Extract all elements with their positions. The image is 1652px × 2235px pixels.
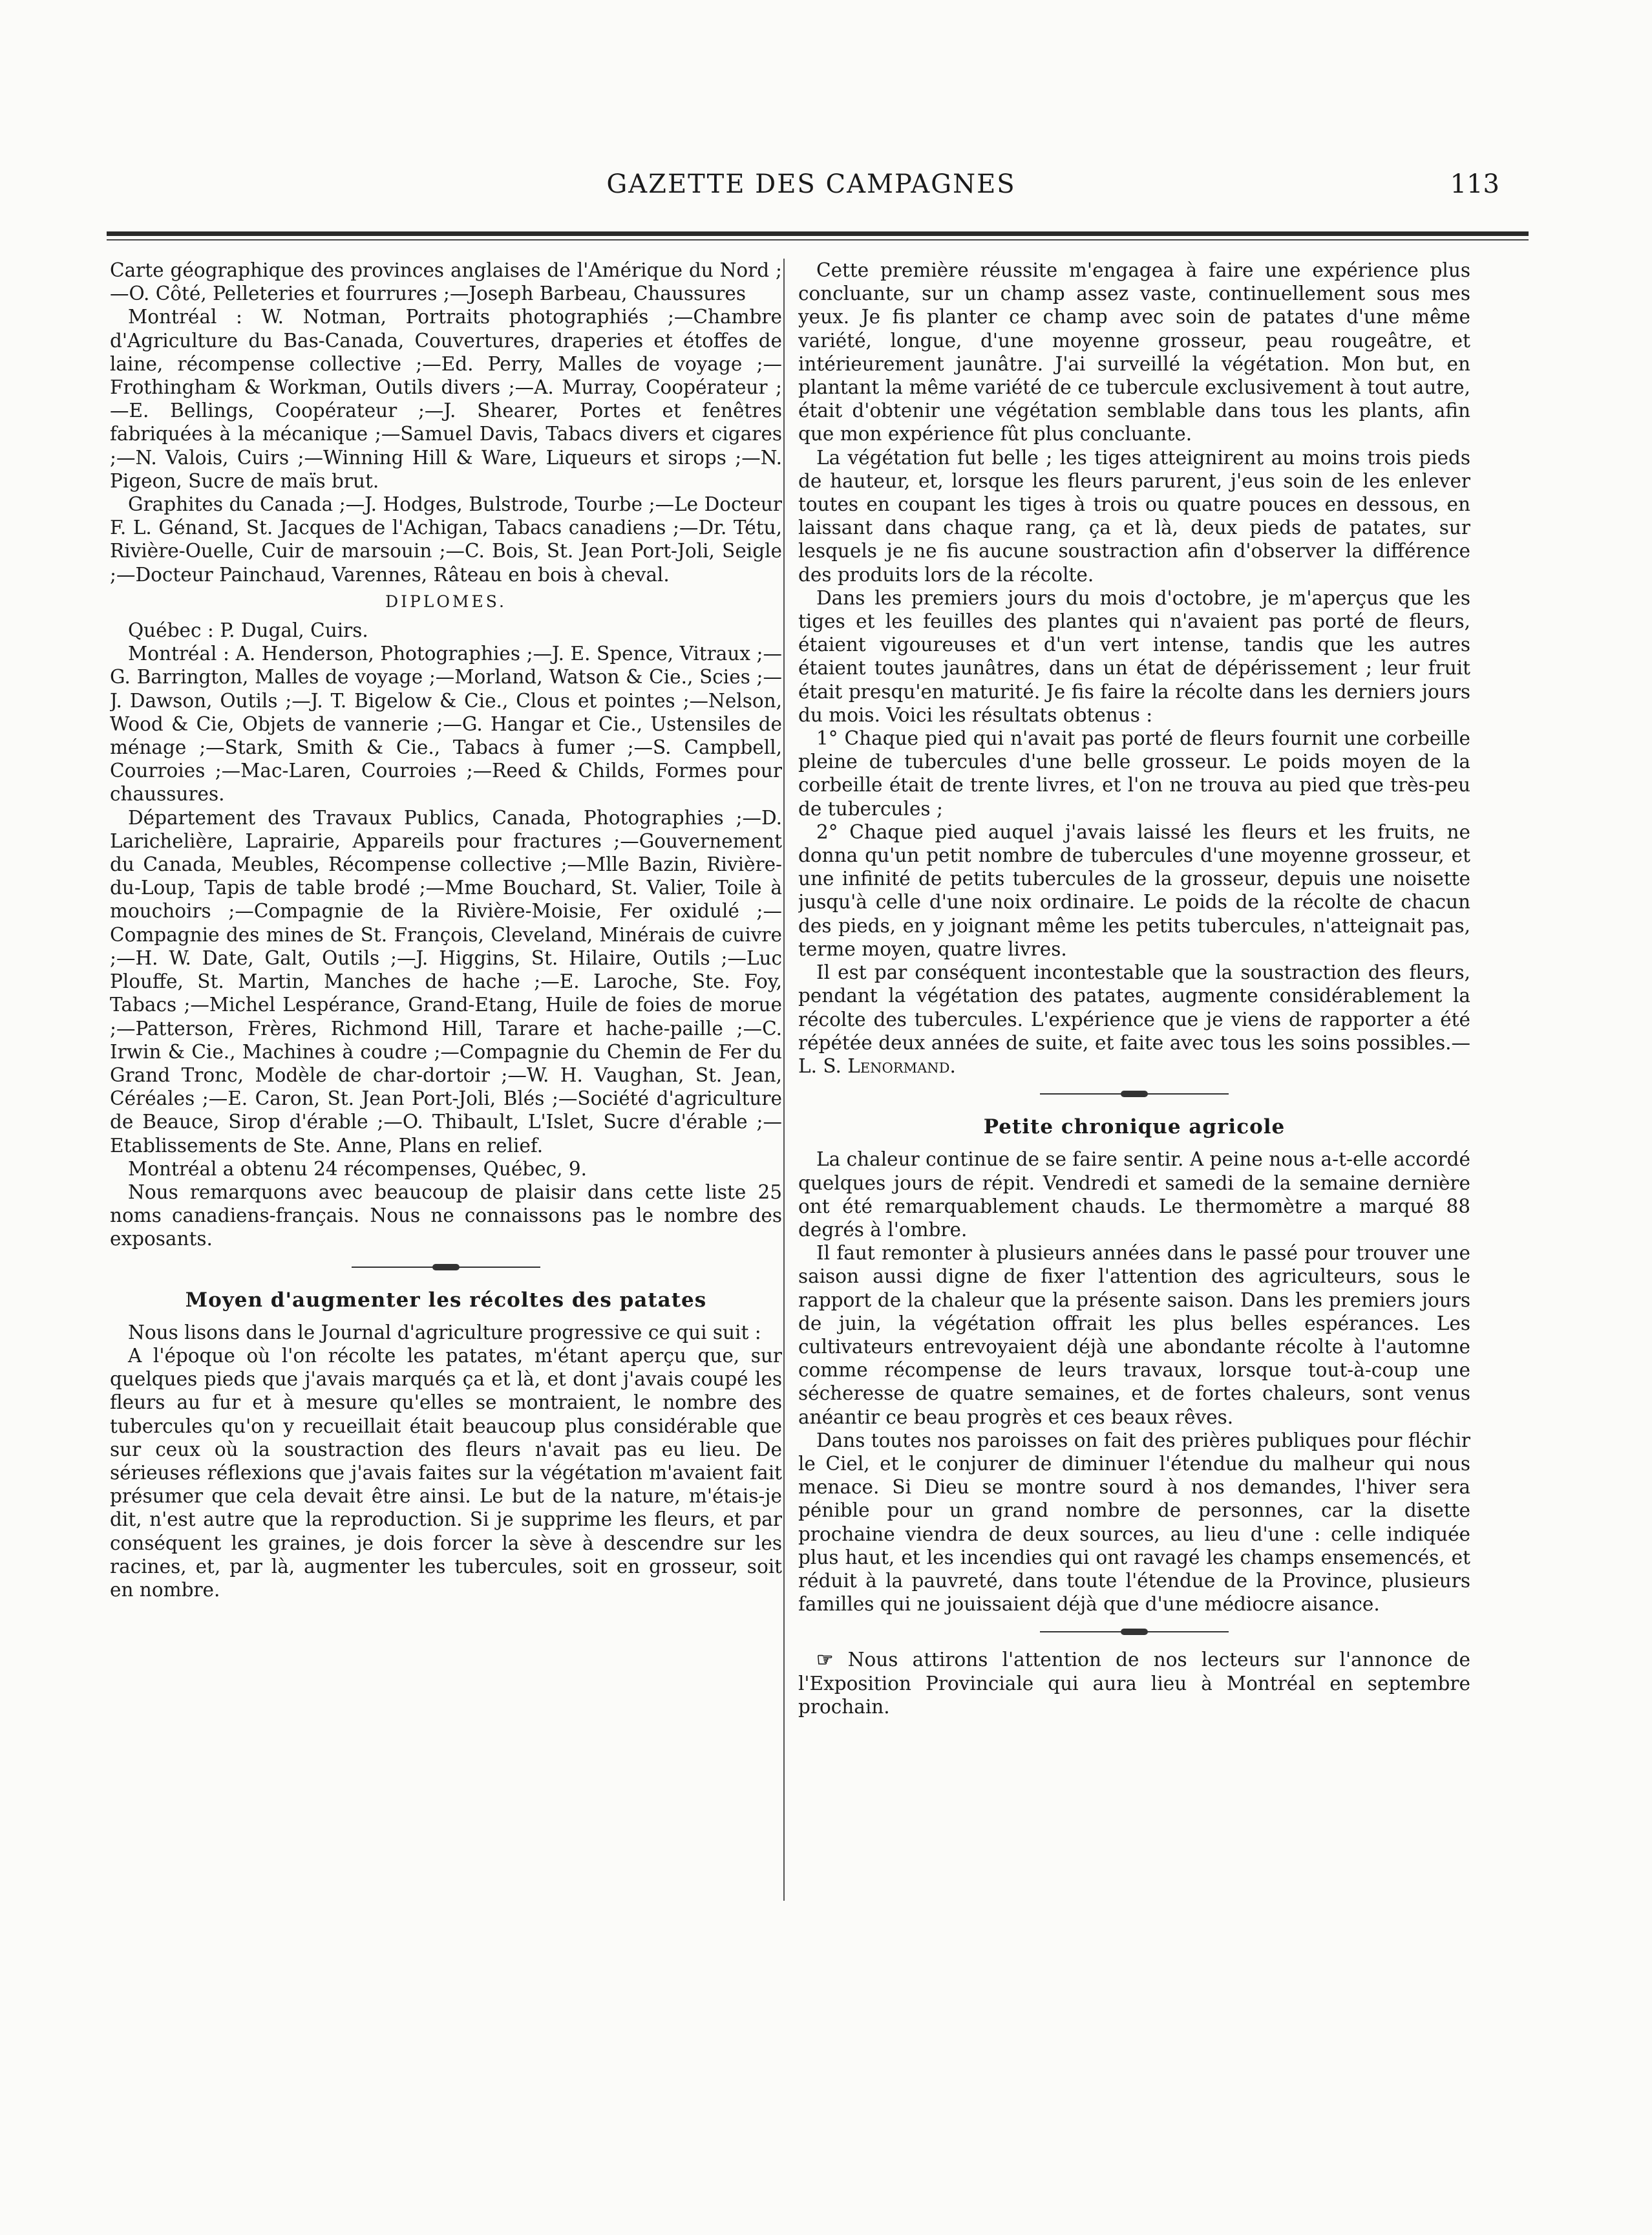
running-title: GAZETTE DES CAMPAGNES — [606, 169, 1016, 199]
article-paragraph: 1° Chaque pied qui n'avait pas porté de fleurs fournit une corbeille pleine de tubercules d'une belle grosseur. Le poids moyen de la corbeille était de trente livres, et l'on ne trouva au pied que très-peu de tubercules ; — [798, 727, 1470, 820]
header-rule-thin — [107, 239, 1529, 241]
article-paragraph: Dans les premiers jours du mois d'octobre, je m'aperçus que les tiges et les feuilles des plantes qui n'avaient pas porté de fleurs, étaient vigoureuses et d'un vert intense, tandis que les autres étaient toutes jaunâtres, dans un état de dépérissement ; leur fruit était presqu'en maturité. Je fis faire la récolte dans les derniers jours du mois. Voici les résultats obtenus : — [798, 586, 1470, 726]
conclusion-text: Il est par conséquent incontestable que la soustraction des fleurs, pendant la végétation des patates, augmente considérablement la récolte des tubercules. L'expérience que je viens de rapporter a été répétée deux années de suite, et faite avec tous les soins possibles.— — [798, 961, 1470, 1054]
section-ornament — [798, 1622, 1470, 1641]
article-paragraph: A l'époque où l'on récolte les patates, m'étant aperçu que, sur quelques pieds que j'avais marqués ça et là, et dont j'avais coupé les fleurs au fur et à mesure qu'elles se montraient, le nombre des tubercules qu'on y recueillait était beaucoup plus considérable que sur ceux où la soustraction des fleurs n'avait pas eu lieu. De sérieuses réflexions que j'avais faites sur la végétation m'avaient fait présumer que cela devait être ainsi. Le but de la nature, m'étais-je dit, n'est autre que la reproduction. Si je supprime les fleurs, et par conséquent les graines, je dois forcer la sève à descendre sur les racines, et, par là, augmenter les tubercules, soit en grosseur, soit en nombre. — [110, 1344, 782, 1601]
article-paragraph: 2° Chaque pied auquel j'avais laissé les fleurs et les fruits, ne donna qu'un petit nombre de tubercules d'une moyenne grosseur, et une infinité de petits tubercules de la grosseur, depuis une noisette jusqu'à celle d'une noix ordinaire. Le poids de la récolte de chacun des pieds, en y joignant même les petits tubercules, n'atteignait pas, terme moyen, quatre livres. — [798, 820, 1470, 960]
exhibitors-paragraph: Montréal : W. Notman, Portraits photographiés ;—Chambre d'Agriculture du Bas-Canada, Couvertures, draperies et étoffes de laine, récompense collective ;—Ed. Perry, Malles de voyage ;—Frothingham & Workman, Outils divers ;—A. Murray, Coopérateur ;—E. Bellings, Coopérateur ;—J. Shearer, Portes et fenêtres fabriquées à la mécanique ;—Samuel Davis, Tabacs divers et cigares ;—N. Valois, Cuirs ;—Winning Hill & Ware, Liqueurs et sirops ;—N. Pigeon, Sucre de maïs brut. — [110, 306, 782, 492]
section-ornament — [798, 1084, 1470, 1104]
diplomes-paragraph: Département des Travaux Publics, Canada, Photographies ;—D. Larichelière, Laprairie, Appareils pour fractures ;—Gouvernement du Canada, Meubles, Récompense collective ;—Mlle Bazin, Rivière-du-Loup, Tapis de table brodé ;—Mme Bouchard, St. Valier, Toile à mouchoirs ;—Compagnie de la Rivière-Moisie, Fer oxidulé ;—Compagnie des mines de St. François, Cleveland, Minérais de cuivre ;—H. W. Date, Galt, Outils ;—J. Higgins, St. Hilaire, Outils ;—Luc Plouffe, St. Martin, Manches de hache ;—E. Laroche, Ste. Foy, Tabacs ;—Michel Lespérance, Grand-Etang, Huile de foies de morue ;—Patterson, Frères, Richmond Hill, Tarare et hache-paille ;—C. Irwin & Cie., Machines à coudre ;—Compagnie du Chemin de Fer du Grand Tronc, Modèle de char-dortoir ;—W. H. Vaughan, St. Jean, Céréales ;—E. Caron, St. Jean Port-Joli, Blés ;—Société d'agriculture de Beauce, Sirop d'érable ;—O. Thibault, L'Islet, Sucre d'érable ;—Etablissements de Ste. Anne, Plans en relief. — [110, 806, 782, 1157]
section-ornament — [110, 1257, 782, 1277]
right-column — [798, 259, 1470, 1718]
summary-paragraph: Montréal a obtenu 24 récompenses, Québec, 9. — [128, 1157, 588, 1180]
diplomes-heading: DIPLOMES. — [385, 592, 507, 611]
article-title: Moyen d'augmenter les récoltes des patates — [185, 1288, 707, 1312]
diplomes-paragraph: Montréal : A. Henderson, Photographies ;—J. E. Spence, Vitraux ;—G. Barrington, Malles de voyage ;—Morland, Watson & Cie., Scies ;—J. Dawson, Outils ;—J. T. Bigelow & Cie., Clous et pointes ;—Nelson, Wood & Cie, Objets de vannerie ;—G. Hangar et Cie., Ustensiles de ménage ;—Stark, Smith & Cie., Tabacs à fumer ;—S. Campbell, Courroies ;—Mac-Laren, Courroies ;—Reed & Childs, Formes pour chaussures. — [110, 643, 782, 806]
notice-text: Nous attirons l'attention de nos lecteurs sur l'annonce de l'Exposition Provinciale qui aura lieu à Montréal en septembre prochain. — [798, 1649, 1470, 1718]
article-paragraph: Cette première réussite m'engagea à faire une expérience plus concluante, sur un champ assez vaste, continuellement sous mes yeux. Je fis planter ce champ avec soin de patates d'une même variété, longue, d'une moyenne grosseur, peau rougeâtre, et intérieurement jaunâtre. J'ai surveillé la végétation. Mon but, en plantant la même variété de ce tubercule exclusivement à tout autre, était d'obtenir une végétation semblable dans tous les plants, afin que mon expérience fût plus concluante. — [798, 259, 1470, 445]
diplomes-paragraph: Québec : P. Dugal, Cuirs. — [128, 619, 368, 642]
author-signature: L. S. Lenormand. — [798, 1054, 956, 1077]
chronique-paragraph: Il faut remonter à plusieurs années dans le passé pour trouver une saison aussi digne de fixer l'attention des agriculteurs, sous le rapport de la chaleur que la présente saison. Dans les premiers jours de juin, la végétation offrait les plus belles espérances. Les cultivateurs entrevoyaient déjà une abondante récolte à l'automne comme récompense de leurs travaux, lorsque tout-à-coup une sécheresse de quatre semaines, et de fortes chaleurs, sont venus anéantir ce beau progrès et ces beaux rêves. — [798, 1242, 1470, 1428]
chronique-paragraph: La chaleur continue de se faire sentir. A peine nous a-t-elle accordé quelques jours de répit. Vendredi et samedi de la semaine dernière ont été remarquablement chauds. Le thermomètre a marqué 88 degrés à l'ombre. — [798, 1148, 1470, 1241]
article-paragraph: La végétation fut belle ; les tiges atteignirent au moins trois pieds de hauteur, et, lorsque les fleurs parurent, j'eus soin de les enlever toutes en coupant les tiges à trois ou quatre pouces en dessous, en laissant dans chaque rang, ça et là, deux pieds de patates, sur lesquels je ne fis aucune soustraction afin d'observer la différence des produits lors de la récolte. — [798, 446, 1470, 586]
chronique-paragraph: Dans toutes nos paroisses on fait des prières publiques pour fléchir le Ciel, et le conjurer de diminuer l'étendue du malheur qui nous menace. Si Dieu se montre sourd à nos demandes, l'hiver sera pénible pour un grand nombre de personnes, car la disette prochaine viendra de deux sources, au lieu d'une : celle indiquée plus haut, et les incendies qui ont ravagé les champs ensemencés, et réduit à la pauvreté, dans toute l'étendue de la Province, plusieurs familles qui ne jouissaient déjà que d'une médiocre aisance. — [798, 1429, 1470, 1616]
chronique-title: Petite chronique agricole — [983, 1115, 1286, 1139]
page-header — [110, 169, 1512, 215]
article-paragraph: Nous lisons dans le Journal d'agriculture progressive ce qui suit : — [128, 1321, 761, 1343]
header-rule-thick — [107, 231, 1529, 236]
exhibitors-paragraph: Graphites du Canada ;—J. Hodges, Bulstrode, Tourbe ;—Le Docteur F. L. Génand, St. Jacques de l'Achigan, Tabacs canadiens ;—Dr. Tétu, Rivière-Ouelle, Cuir de marsouin ;—C. Bois, St. Jean Port-Joli, Seigle ;—Docteur Painchaud, Varennes, Râteau en bois à cheval. — [110, 493, 782, 586]
article-paragraph — [798, 961, 1470, 1078]
pointing-hand-icon: ☞ — [816, 1648, 834, 1671]
notice-paragraph — [798, 1648, 1470, 1718]
left-column — [110, 259, 782, 1601]
summary-paragraph: Nous remarquons avec beaucoup de plaisir dans cette liste 25 noms canadiens-français. Nous ne connaissons pas le nombre des exposants. — [110, 1181, 782, 1250]
exhibitors-paragraph: Carte géographique des provinces anglaises de l'Amérique du Nord ;—O. Côté, Pelleteries et fourrures ;—Joseph Barbeau, Chaussures — [110, 259, 782, 305]
column-divider — [783, 259, 785, 1901]
page-number: 113 — [1450, 169, 1499, 199]
